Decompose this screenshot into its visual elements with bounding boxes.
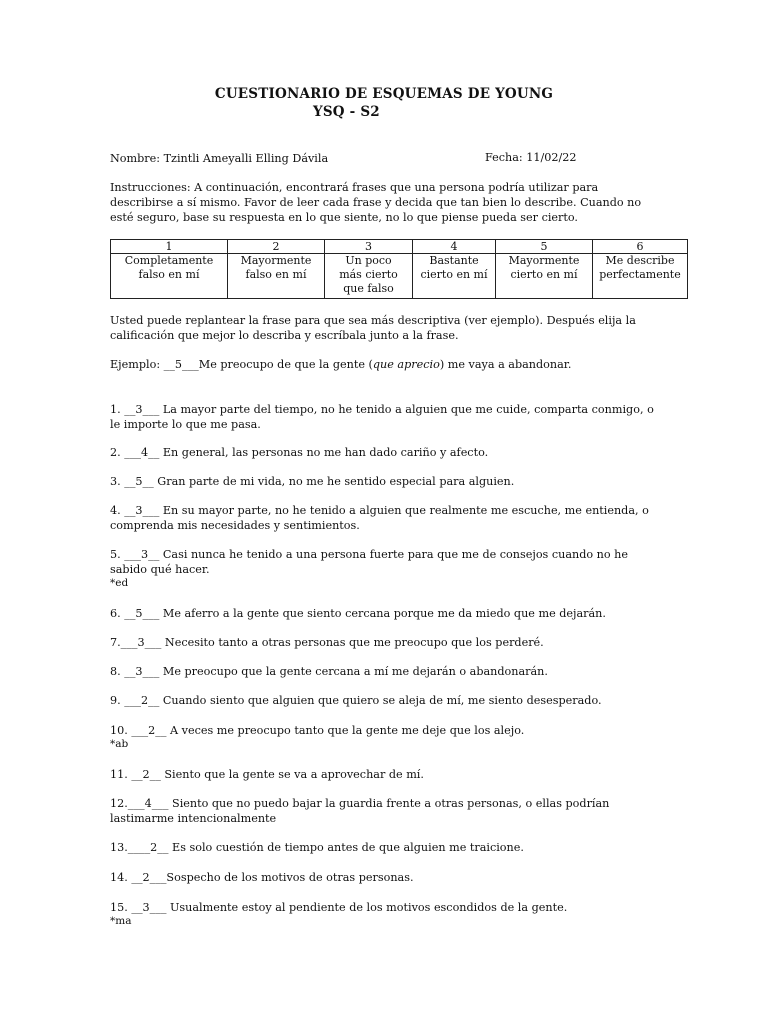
question-item: 13.____2__ Es solo cuestión de tiempo antes de que alguien me traicione. [110,841,524,854]
scale-label-line: falso en mí [245,268,307,281]
question-item-cont: le importe lo que me pasa. [110,418,261,431]
question-item: 10. ___2__ A veces me preocupo tanto que la gente me deje que los alejo. [110,724,525,737]
scale-number: 2 [228,240,325,254]
instrucciones-line: esté seguro, base su respuesta en lo que siente, no lo que piense pueda ser cierto. [110,211,578,224]
question-item: 2. ___4__ En general, las personas no me han dado cariño y afecto. [110,446,489,459]
scale-label-line: Un poco [345,254,392,267]
scale-label-line: que falso [343,282,394,295]
nombre-line: Nombre: Tzintli Ameyalli Elling Dávila [110,152,329,165]
scale-label [228,254,325,299]
scale-label-line: Me describe [605,254,675,267]
scale-label-line: más cierto [339,268,398,281]
question-item: 9. ___2__ Cuando siento que alguien que quiero se aleja de mí, me siento desesperado. [110,694,602,707]
scale-label-line: perfectamente [599,268,681,281]
item-note: *ab [110,738,129,750]
scale-label [325,254,413,299]
scale-label [593,254,688,299]
scale-label [111,254,228,299]
question-item: 14. __2___Sospecho de los motivos de otras personas. [110,871,414,884]
question-item-cont: comprenda mis necesidades y sentimientos. [110,519,360,532]
scale-label-line: cierto en mí [420,268,488,281]
scale-number: 1 [111,240,228,254]
scale-number: 6 [593,240,688,254]
instrucciones-line: Instrucciones: A continuación, encontrará frases que una persona podría utilizar para [110,181,599,194]
scale-number: 3 [325,240,413,254]
scale-label-line: Mayormente [240,254,312,267]
question-item: 3. __5__ Gran parte de mi vida, no me he sentido especial para alguien. [110,475,515,488]
ejemplo-text: ) me vaya a abandonar. [439,358,572,371]
question-item: 12.___4___ Siento que no puedo bajar la guardia frente a otras personas, o ellas podrían [110,797,610,810]
fecha-line: Fecha: 11/02/22 [485,151,577,164]
scale-number: 4 [413,240,496,254]
scale-label-line: Mayormente [508,254,580,267]
scale-label-line: Completamente [124,254,214,267]
ejemplo-italic: que aprecio [372,358,440,371]
question-item-cont: sabido qué hacer. [110,563,210,576]
question-item: 8. __3___ Me preocupo que la gente cercana a mí me dejarán o abandonarán. [110,665,548,678]
item-note: *ed [110,577,129,589]
replantear-line: calificación que mejor lo describa y escríbala junto a la frase. [110,329,459,342]
ejemplo-text: Ejemplo: __5___Me preocupo de que la gente ( [110,358,373,371]
question-item: 15. __3___ Usualmente estoy al pendiente de los motivos escondidos de la gente. [110,901,568,914]
question-item: 1. __3___ La mayor parte del tiempo, no he tenido a alguien que me cuide, comparta conmigo, o [110,403,654,416]
document-subtitle: YSQ - S2 [313,104,380,120]
scale-number: 5 [496,240,593,254]
question-item: 4. __3___ En su mayor parte, no he tenido a alguien que realmente me escuche, me entienda, o [110,504,649,517]
scale-label-line: falso en mí [138,268,200,281]
scale-label-line: cierto en mí [510,268,578,281]
scale-label [413,254,496,299]
question-item: 7.___3___ Necesito tanto a otras personas que me preocupo que los perderé. [110,636,544,649]
item-note: *ma [110,915,132,927]
scale-label [496,254,593,299]
question-item: 6. __5___ Me aferro a la gente que siento cercana porque me da miedo que me dejarán. [110,607,606,620]
scale-label-line: Bastante [429,254,479,267]
instrucciones-line: describirse a sí mismo. Favor de leer cada frase y decida que tan bien lo describe. Cuando no [110,196,642,209]
document-title: CUESTIONARIO DE ESQUEMAS DE YOUNG [214,86,554,102]
rating-scale-table [110,239,688,299]
question-item-cont: lastimarme intencionalmente [110,812,277,825]
replantear-line: Usted puede replantear la frase para que sea más descriptiva (ver ejemplo). Después elija la [110,314,636,327]
ejemplo-line [110,357,670,372]
question-item: 11. __2__ Siento que la gente se va a aprovechar de mí. [110,768,424,781]
question-item: 5. ___3__ Casi nunca he tenido a una persona fuerte para que me de consejos cuando no he [110,548,628,561]
